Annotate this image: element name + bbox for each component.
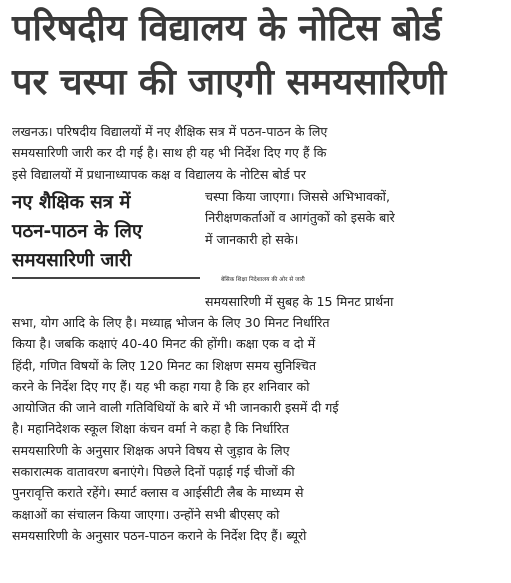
article-side-column-1 [205, 186, 503, 250]
article-line: समयसारिणी में सुबह के 15 मिनट प्रार्थना [205, 294, 394, 310]
article-line: समयसारिणी जारी कर दी गई है। साथ ही यह भी निर्देश दिए गए हैं कि [12, 145, 327, 161]
article-line: चस्पा किया जाएगा। जिससे अभिभावकों, [205, 189, 390, 204]
article-line: निरीक्षणकर्ताओं व आगंतुकों को इसके बारे [205, 210, 395, 226]
article-line: बेसिक शिक्षा निदेशालय की ओर से जारी [221, 277, 305, 283]
article-paragraph-1 [12, 121, 504, 185]
article-line: पुनरावृत्ति कराते रहेंगे। स्मार्ट क्लास व आईसीटी लैब के माध्यम से [12, 485, 304, 501]
sub-headline-line-3: समयसारिणी जारी [12, 250, 132, 271]
article-line: करने के निर्देश दिए गए हैं। यह भी कहा गया है कि हर शनिवार को [12, 378, 310, 394]
sub-headline-line-1: नए शैक्षिक सत्र में [12, 192, 131, 213]
article-line: सभा, योग आदि के लिए है। मध्याह्न भोजन के लिए 30 मिनट निर्धारित [12, 315, 330, 330]
article-line: समयसारिणी के अनुसार शिक्षक अपने विषय से जुड़ाव के लिए [12, 442, 290, 458]
sub-headline-box [12, 188, 200, 279]
article-line: हिंदी, गणित विषयों के लिए 120 मिनट का शिक्षण समय सुनिश्चित [12, 357, 317, 373]
headline-line-2: पर चस्पा की जाएगी समयसारिणी [12, 62, 447, 103]
article-line: लखनऊ। परिषदीय विद्यालयों में नए शैक्षिक सत्र में पठन-पाठन के लिए [12, 124, 328, 139]
article-line: है। महानिदेशक स्कूल शिक्षा कंचन वर्मा ने कहा है कि निर्धारित [12, 421, 289, 437]
article-line: आयोजित की जाने वाली गतिविधियों के बारे में भी जानकारी इसमें दी गई [12, 400, 339, 416]
headline-line-1: परिषदीय विद्यालय के नोटिस बोर्ड [12, 8, 442, 49]
article-line: समयसारिणी के अनुसार पठन-पाठन कराने के निर्देश दिए हैं। ब्यूरो [12, 527, 307, 543]
article-paragraph-2 [12, 312, 504, 546]
article-side-column-2 [205, 270, 503, 313]
article-line: किया है। जबकि कक्षाएं 40-40 मिनट की होंगी। कक्षा एक व दो में [12, 336, 316, 352]
article-line: सकारात्मक वातावरण बनाएंगे। पिछले दिनों पढ़ाई गई चीजों की [12, 464, 295, 480]
headline [12, 2, 502, 110]
article-line: में जानकारी हो सके। [205, 231, 299, 247]
sub-headline-line-2: पठन-पाठन के लिए [12, 221, 143, 242]
article-line: कक्षाओं का संचालन किया जाएगा। उन्होंने सभी बीएसए को [12, 506, 280, 522]
article-line: इसे विद्यालयों में प्रधानाध्यापक कक्ष व विद्यालय के नोटिस बोर्ड पर [12, 166, 306, 182]
